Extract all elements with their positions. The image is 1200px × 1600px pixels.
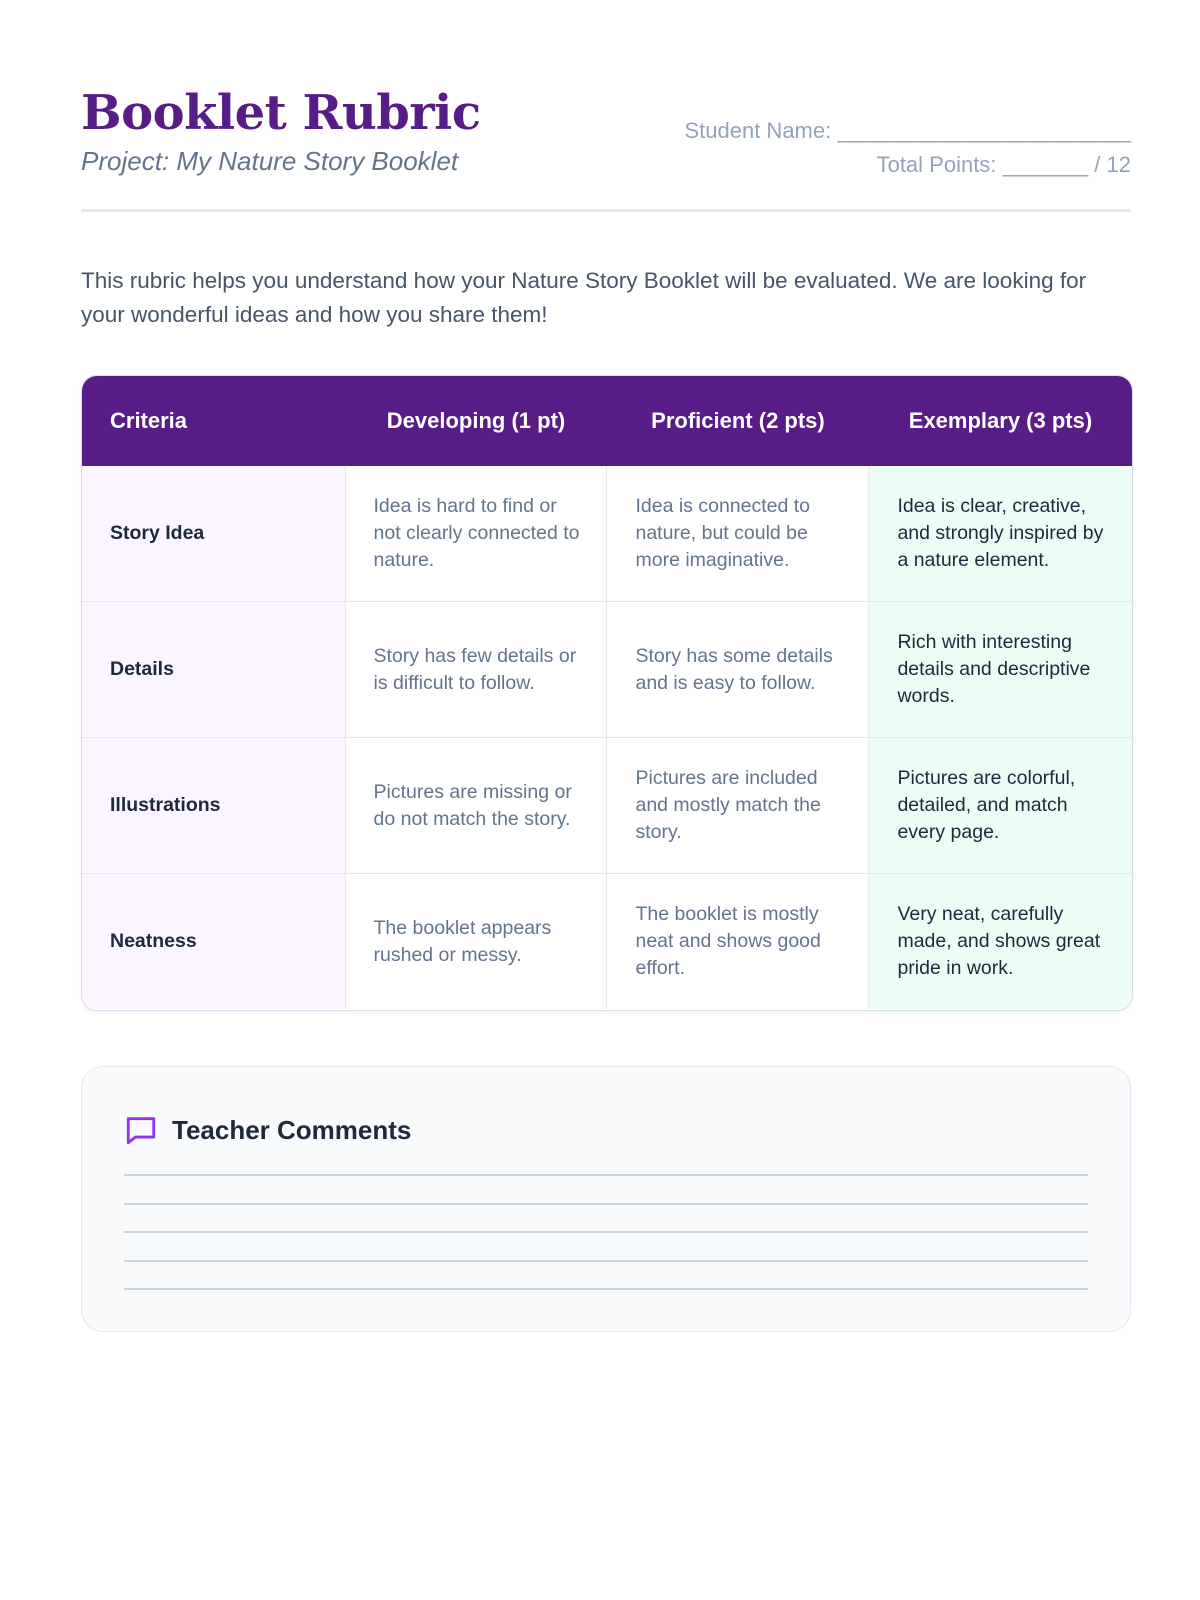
total-points-field[interactable]: Total Points: _______ / 12	[876, 152, 1131, 177]
rubric-table	[82, 376, 1132, 1009]
writing-line[interactable]	[124, 1233, 1088, 1262]
teacher-comments-header	[124, 1107, 411, 1153]
student-meta	[684, 114, 1131, 182]
teacher-comments-title: Teacher Comments	[172, 1114, 412, 1145]
table-row	[82, 602, 1132, 738]
column-header-exemplary: Exemplary (3 pts)	[869, 376, 1132, 466]
table-row	[82, 874, 1132, 1010]
proficient-cell: Idea is connected to nature, but could be more imaginative.	[607, 466, 869, 602]
table-row	[82, 466, 1132, 602]
exemplary-cell: Pictures are colorful, detailed, and match every page.	[869, 738, 1132, 874]
intro-paragraph: This rubric helps you understand how your Nature Story Booklet will be evaluated. We are looking for your wonderful ideas and how you share them!	[81, 268, 1087, 327]
writing-line[interactable]	[124, 1176, 1088, 1205]
chat-bubble-icon	[124, 1113, 158, 1147]
column-header-developing: Developing (1 pt)	[345, 376, 607, 466]
rubric-page	[81, 0, 1131, 1145]
column-header-criteria: Criteria	[82, 376, 345, 466]
column-header-proficient: Proficient (2 pts)	[607, 376, 869, 466]
teacher-comments-box	[81, 1066, 1131, 1332]
comment-writing-lines[interactable]	[124, 1174, 1088, 1290]
student-name-field[interactable]: Student Name: ________________________	[684, 118, 1131, 143]
proficient-cell: The booklet is mostly neat and shows good effort.	[607, 874, 869, 1010]
project-subtitle: Project: My Nature Story Booklet	[81, 146, 459, 176]
criteria-cell: Story Idea	[82, 466, 345, 602]
table-row	[82, 738, 1132, 874]
proficient-cell: Pictures are included and mostly match the story.	[607, 738, 869, 874]
exemplary-cell: Rich with interesting details and descriptive words.	[869, 602, 1132, 738]
developing-cell: Story has few details or is difficult to follow.	[345, 602, 607, 738]
writing-line[interactable]	[124, 1262, 1088, 1291]
developing-cell: Pictures are missing or do not match the story.	[345, 738, 607, 874]
header-divider	[81, 209, 1131, 212]
rubric-table-card	[81, 375, 1133, 1011]
rubric-header-row	[82, 376, 1132, 466]
writing-line[interactable]	[124, 1205, 1088, 1234]
exemplary-cell: Idea is clear, creative, and strongly inspired by a nature element.	[869, 466, 1132, 602]
page-header	[81, 0, 1131, 212]
criteria-cell: Details	[82, 602, 345, 738]
developing-cell: Idea is hard to find or not clearly connected to nature.	[345, 466, 607, 602]
developing-cell: The booklet appears rushed or messy.	[345, 874, 607, 1010]
criteria-cell: Neatness	[82, 874, 345, 1010]
criteria-cell: Illustrations	[82, 738, 345, 874]
page-title: Booklet Rubric	[81, 85, 481, 141]
proficient-cell: Story has some details and is easy to follow.	[607, 602, 869, 738]
exemplary-cell: Very neat, carefully made, and shows great pride in work.	[869, 874, 1132, 1010]
